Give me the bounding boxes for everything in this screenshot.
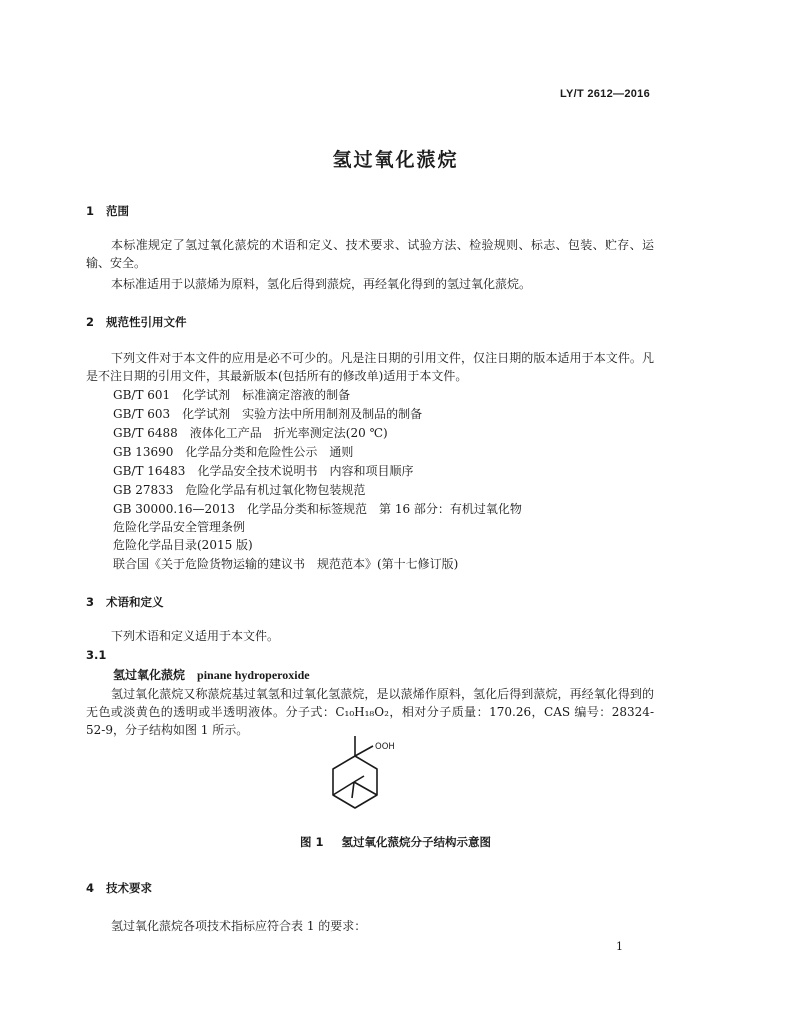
term-english: pinane hydroperoxide (197, 668, 310, 682)
section-3-heading (86, 594, 164, 610)
reference-item: GB 27833 危险化学品有机过氧化物包装规范 (113, 483, 366, 497)
reference-item: GB 13690 化学品分类和危险性公示 通则 (113, 445, 354, 459)
section-number: 2 (86, 315, 95, 329)
tech-paragraph: 氢过氧化蒎烷各项技术指标应符合表 1 的要求： (111, 919, 367, 933)
section-title: 规范性引用文件 (106, 315, 187, 329)
reference-item: GB 30000.16—2013 化学品分类和标签规范 第 16 部分：有机过氧化物 (113, 502, 522, 516)
figure-caption (0, 834, 791, 850)
reference-item: GB/T 6488 液体化工产品 折光率测定法(20 ℃) (113, 426, 388, 440)
page-title: 氢过氧化蒎烷 (332, 149, 459, 171)
normative-intro: 下列文件对于本文件的应用是必不可少的。凡是注日期的引用文件，仅注日期的版本适用于本文件。凡是不注日期的引用文件，其最新版本(包括所有的修改单)适用于本文件。 (86, 351, 654, 383)
gem-dimethyl-bond (352, 782, 354, 798)
molecule-structure-diagram (310, 732, 420, 828)
reference-item: 危险化学品目录(2015 版) (113, 538, 253, 552)
page-number: 1 (616, 940, 623, 953)
section-1-heading (86, 203, 129, 219)
section-number: 4 (86, 881, 95, 895)
term-definition: 氢过氧化蒎烷又称蒎烷基过氧氢和过氧化氢蒎烷，是以蒎烯作原料，氢化后得到蒎烷，再经氧化得到的无色或淡黄色的透明或半透明液体。分子式：C₁₀H₁₈O₂，相对分子质量：170.26，CAS 编号：28324-52-9，分子结构如图 1 所示。 (86, 687, 654, 737)
bridge-bond (354, 782, 377, 795)
section-title: 范围 (106, 204, 129, 218)
term-chinese: 氢过氧化蒎烷 (113, 668, 186, 682)
section-title: 术语和定义 (106, 595, 164, 609)
figure-label: 图 1 (299, 835, 324, 849)
clause-number: 3.1 (86, 648, 107, 662)
reference-item: GB/T 16483 化学品安全技术说明书 内容和项目顺序 (113, 464, 414, 478)
terms-intro: 下列术语和定义适用于本文件。 (111, 629, 280, 643)
section-2-heading (86, 314, 187, 330)
section-number: 1 (86, 204, 95, 218)
scope-paragraph: 本标准适用于以蒎烯为原料，氢化后得到蒎烷，再经氧化得到的氢过氧化蒎烷。 (111, 277, 532, 291)
term-entry (113, 666, 310, 683)
section-4-heading (86, 880, 152, 896)
reference-item: GB/T 601 化学试剂 标准滴定溶液的制备 (113, 388, 351, 402)
scope-paragraph: 本标准规定了氢过氧化蒎烷的术语和定义、技术要求、试验方法、检验规则、标志、包装、贮存、运输、安全。 (86, 238, 654, 270)
reference-item: 联合国《关于危险货物运输的建议书 规范范本》(第十七修订版) (113, 557, 459, 571)
ooh-label: OOH (375, 742, 395, 752)
reference-item: GB/T 603 化学试剂 实验方法中所用制剂及制品的制备 (113, 407, 423, 421)
section-number: 3 (86, 595, 95, 609)
gem-dimethyl-bond (354, 776, 364, 782)
figure-title: 氢过氧化蒎烷分子结构示意图 (341, 835, 491, 849)
doc-code: LY/T 2612—2016 (559, 88, 650, 100)
bridge-bond (333, 782, 354, 795)
ooh-bond (355, 746, 373, 756)
section-title: 技术要求 (106, 881, 152, 895)
reference-item: 危险化学品安全管理条例 (113, 520, 246, 534)
